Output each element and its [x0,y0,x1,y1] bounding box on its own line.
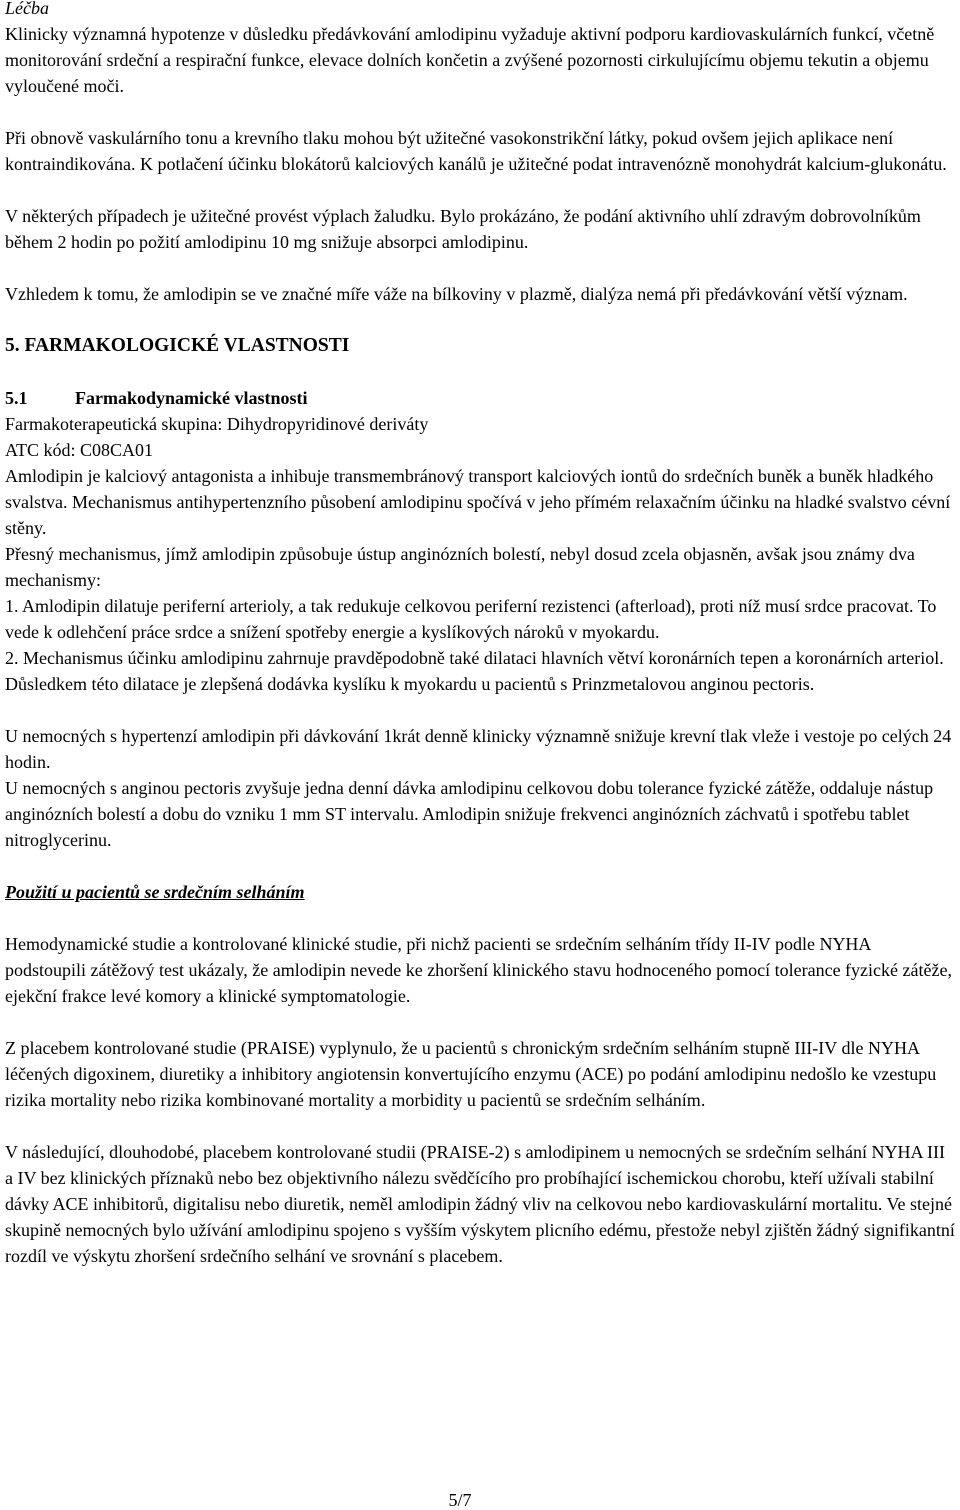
heart-failure-paragraph-1: Hemodynamické studie a kontrolované klinické studie, při nichž pacienti se srdečním selháním třídy II-IV podle NYHA podstoupili zátěžový test ukázaly, že amlodipin nevede ke zhoršení klinického stavu hodnoceného pomocí tolerance fyzické zátěže, ejekční frakce levé komory a klinické symptomatologie. [5,934,952,1006]
heart-failure-paragraph-3: V následující, dlouhodobé, placebem kontrolované studii (PRAISE-2) s amlodipinem u nemocných se srdečním selhání NYHA III a IV bez klinických příznaků nebo bez objektivního nálezu svědčícího pro probíhající ischemickou chorobu, kteří užívali stabilní dávky ACE inhibitorů, digitalisu nebo diuretik, neměl amlodipin žádný vliv na celkovou nebo kardiovaskulární mortalitu. Ve stejné skupině nemocných bylo užívání amlodipinu spojeno s vyšším výskytem plicního edému, přestože nebyl zjištěn žádný signifikantní rozdíl ve výskytu zhoršení srdečního selhání ve srovnání s placebem. [5,1142,955,1266]
angina-mechanism-intro: Přesný mechanismus, jímž amlodipin způsobuje ústup anginózních bolestí, nebyl dosud zcela objasněn, avšak jsou známy dva mechanismy: [5,544,915,590]
treatment-paragraph-3: V některých případech je užitečné provést výplach žaludku. Bylo prokázáno, že podání aktivního uhlí zdravým dobrovolníkům během 2 hodin po požití amlodipinu 10 mg snižuje absorpci amlodipinu. [5,206,921,252]
pharmacotherapeutic-group: Farmakoterapeutická skupina: Dihydropyridinové deriváty [5,414,429,434]
hypertension-paragraph: U nemocných s hypertenzí amlodipin při dávkování 1krát denně klinicky významně snižuje krevní tlak vleže i vestoje po celých 24 hodin. [5,726,952,772]
mechanism-item-1: 1. Amlodipin dilatuje periferní arterioly, a tak redukuje celkovou periferní rezistenci (afterload), proti níž musí srdce pracovat. To vede k odlehčení práce srdce a snížení spotřeby energie a kyslíkových nároků v myokardu. [5,596,937,642]
section-5-heading: 5. FARMAKOLOGICKÉ VLASTNOSTI [5,335,350,356]
treatment-heading: Léčba [5,0,49,18]
treatment-paragraph-4: Vzhledem k tomu, že amlodipin se ve značné míře váže na bílkoviny v plazmě, dialýza nemá při předávkování větší význam. [5,284,908,304]
page-number: 5/7 [448,1490,472,1510]
document-page [5,0,955,1269]
heart-failure-paragraph-2: Z placebem kontrolované studie (PRAISE) vyplynulo, že u pacientů s chronickým srdečním selháním stupně III-IV dle NYHA léčených digoxinem, diuretiky a inhibitory angiotensin konvertujícího enzymu (ACE) po podání amlodipinu nedošlo ke vzestupu rizika mortality nebo rizika kombinované mortality a morbidity u pacientů se srdečním selháním. [5,1038,937,1110]
atc-code: ATC kód: C08CA01 [5,440,154,460]
mechanism-item-2: 2. Mechanismus účinku amlodipinu zahrnuje pravděpodobně také dilataci hlavních větví koronárních tepen a koronárních arteriol. Důsledkem této dilatace je zlepšená dodávka kyslíku k myokardu u pacientů s Prinzmetalovou anginou pectoris. [5,648,944,694]
heart-failure-heading: Použití u pacientů se srdečním selháním [5,882,305,902]
treatment-paragraph-2: Při obnově vaskulárního tonu a krevního tlaku mohou být užitečné vasokonstrikční látky, pokud ovšem jejich aplikace není kontraindikována. K potlačení účinku blokátorů kalciových kanálů je užitečné podat intravenózně monohydrát kalcium-glukonátu. [5,128,947,174]
angina-paragraph: U nemocných s anginou pectoris zvyšuje jedna denní dávka amlodipinu celkovou dobu tolerance fyzické zátěže, oddaluje nástup anginózních bolestí a dobu do vzniku 1 mm ST intervalu. Amlodipin snižuje frekvenci anginózních záchvatů i spotřebu tablet nitroglycerinu. [5,778,934,850]
mechanism-paragraph: Amlodipin je kalciový antagonista a inhibuje transmembránový transport kalciových iontů do srdečních buněk a buněk hladkého svalstva. Mechanismus antihypertenzního působení amlodipinu spočívá v jeho přímém relaxačním účinku na hladké svalstvo cévní stěny. [5,466,951,538]
section-5-1-title: Farmakodynamické vlastnosti [75,388,308,408]
section-5-1-heading [5,385,955,411]
section-5-1-number: 5.1 [5,388,28,408]
treatment-paragraph-1: Klinicky významná hypotenze v důsledku předávkování amlodipinu vyžaduje aktivní podporu kardiovaskulárních funkcí, včetně monitorování srdeční a respirační funkce, elevace dolních končetin a zvýšené pozornosti cirkulujícímu objemu tekutin a objemu vyloučené moči. [5,24,935,96]
